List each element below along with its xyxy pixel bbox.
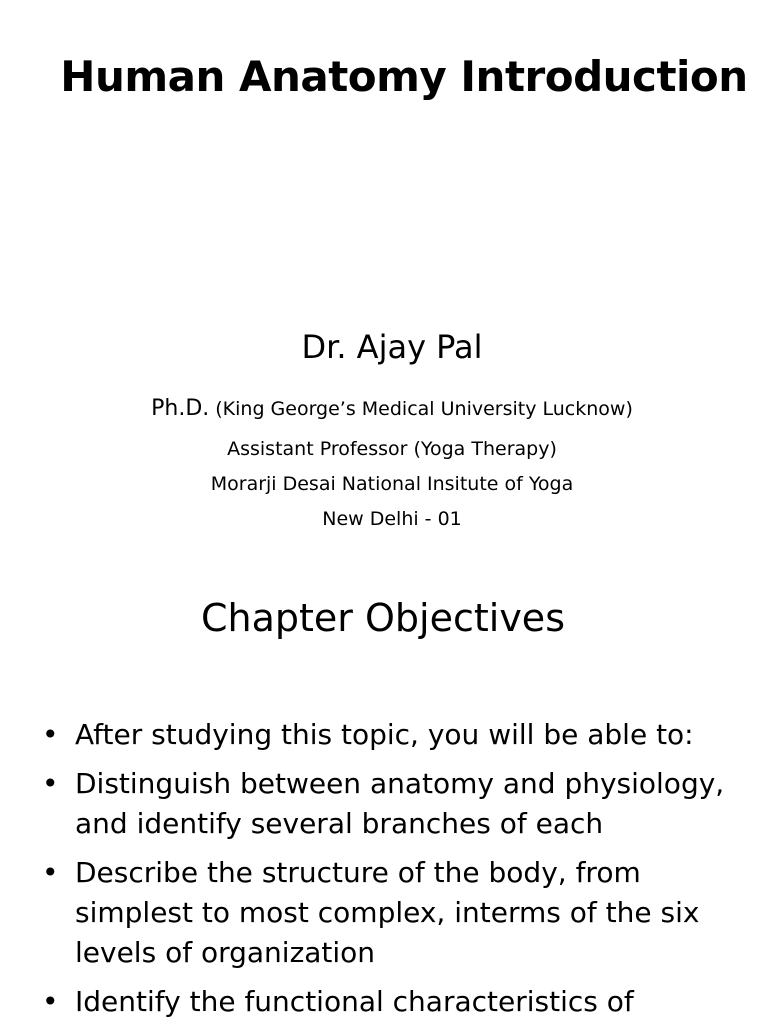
list-item-text: Distinguish between anatomy and physiology, and identify several branches of each bbox=[75, 767, 725, 840]
bullet-dot: • bbox=[42, 767, 59, 800]
author-degree-institution: (King George’s Medical University Lucknow) bbox=[215, 398, 633, 420]
author-position: Assistant Professor (Yoga Therapy) bbox=[227, 438, 557, 460]
bullet-dot: • bbox=[42, 718, 59, 751]
list-item bbox=[0, 764, 768, 844]
list-item-text: Describe the structure of the body, from simplest to most complex, interms of the six levels of organization bbox=[75, 856, 700, 969]
list-item bbox=[0, 715, 768, 755]
slide-title: Human Anatomy Introduction bbox=[60, 52, 748, 101]
objectives-list bbox=[0, 715, 768, 1031]
author-institute: Morarji Desai National Insitute of Yoga bbox=[210, 473, 574, 495]
section-title: Chapter Objectives bbox=[201, 596, 565, 640]
author-degree: Ph.D. bbox=[151, 396, 210, 421]
list-item-text: After studying this topic, you will be able to: bbox=[75, 718, 694, 751]
bullet-dot: • bbox=[42, 985, 59, 1018]
author-credentials bbox=[0, 396, 768, 421]
list-item bbox=[0, 853, 768, 973]
list-item-text: Identify the functional characteristics of bbox=[75, 985, 634, 1018]
author-name: Dr. Ajay Pal bbox=[301, 328, 483, 366]
bullet-dot: • bbox=[42, 856, 59, 889]
author-location: New Delhi - 01 bbox=[322, 508, 462, 530]
list-item bbox=[0, 982, 768, 1022]
